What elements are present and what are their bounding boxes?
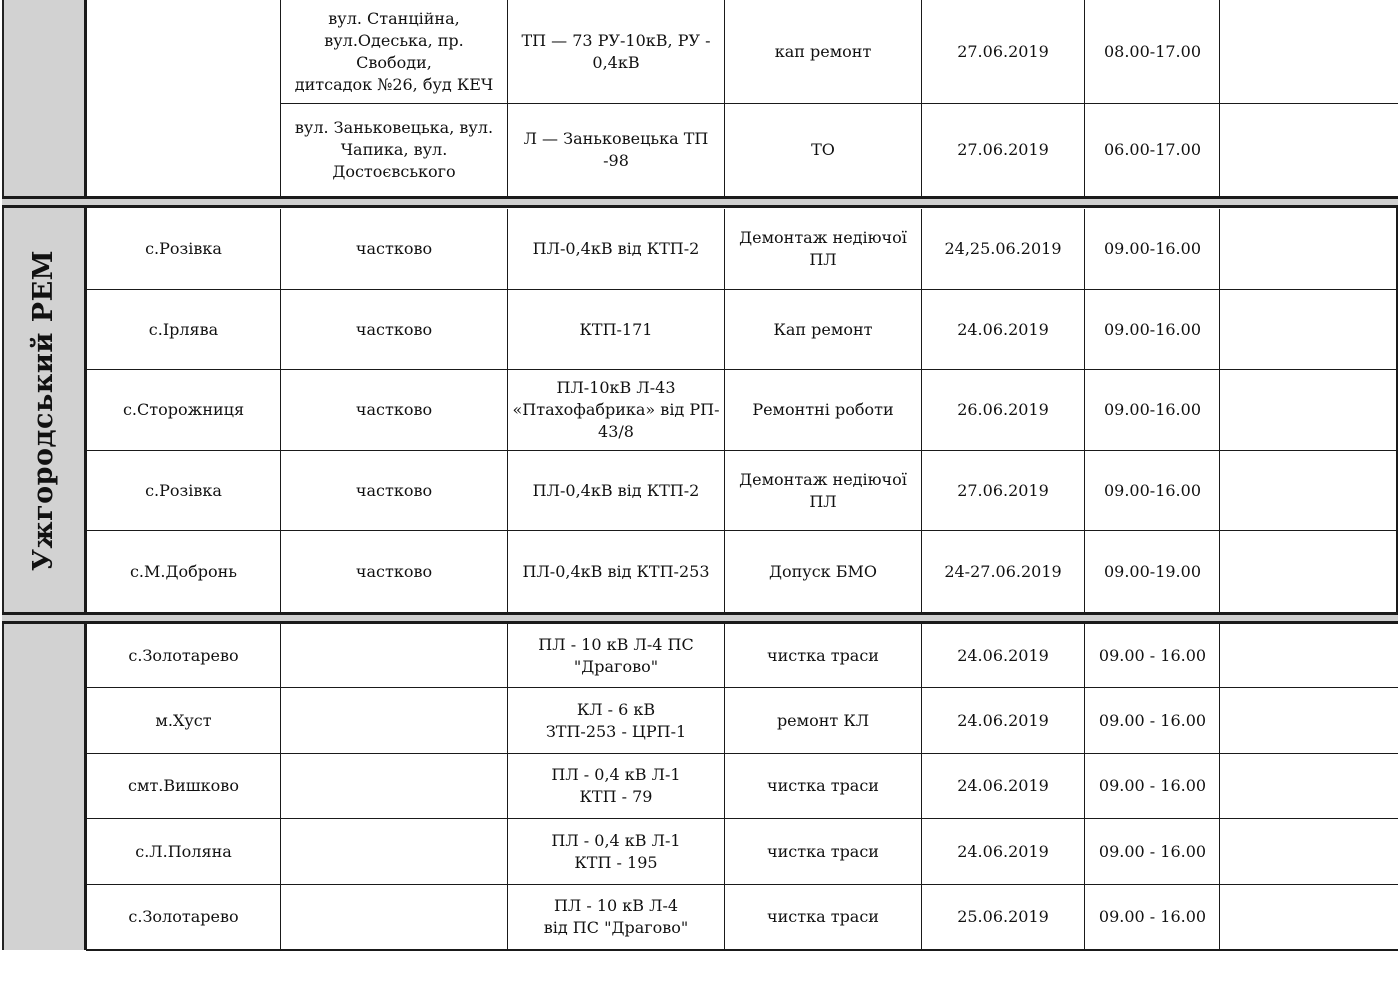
table-row-cell-date [922,104,1084,196]
table-cell-work [725,290,921,371]
work-text: чистка траси [767,645,879,665]
date-text: 24.06.2019 [957,841,1049,861]
time-text: 09.00 - 16.00 [1098,907,1207,927]
streets-text: частково [355,239,433,259]
table-cell-work [725,819,921,884]
col-divider [1084,0,1085,196]
table-row-cell-time [1085,0,1220,103]
table-cell-locality [87,819,280,884]
time-text: 06.00-17.00 [1103,140,1201,159]
work-text: Ремонтні роботи [752,400,894,420]
table-cell-work [725,688,921,753]
table-cell-note [1220,688,1396,753]
table-cell-work [725,531,921,612]
locality-text: с.Розівка [145,239,222,259]
time-text: 09.00 - 16.00 [1098,711,1207,731]
table-cell-date [922,885,1084,950]
col-divider [280,623,281,950]
table-cell-locality [87,451,280,532]
table-row-cell-date [922,0,1084,103]
table-cell-work [725,754,921,819]
col-divider [921,623,922,950]
table-cell-time [1085,623,1220,688]
time-text: 09.00-19.00 [1103,561,1201,581]
table-cell-locality [87,370,280,451]
row-divider [86,753,1398,754]
table-cell-object [508,451,724,532]
time-text: 09.00-16.00 [1103,239,1201,259]
object-text: ПЛ-0,4кВ від КТП-253 [522,561,710,581]
date-text: 24.06.2019 [957,711,1049,731]
table-row-cell-work [725,0,921,103]
table-cell-locality [87,688,280,753]
col-divider [280,209,281,612]
table-cell-date [922,370,1084,451]
table-cell-work [725,451,921,532]
date-text: 27.06.2019 [957,140,1049,159]
table-cell-streets [281,754,507,819]
col-divider [507,623,508,950]
row-divider [86,884,1398,885]
date-text: 26.06.2019 [957,400,1049,420]
table-row-cell-work [725,104,921,196]
left-border-bottom [2,624,4,950]
table-cell-streets [281,819,507,884]
table-cell-object [508,370,724,451]
table-cell-object [508,819,724,884]
district-border-top [84,0,87,196]
table-cell-date [922,209,1084,290]
table-cell-object [508,885,724,950]
object-text: ПЛ - 0,4 кВ Л-1 КТП - 79 [551,765,681,807]
table-cell-streets [281,885,507,950]
district-label [4,208,84,612]
date-text: 24.06.2019 [957,776,1049,796]
row-divider [86,289,1398,290]
col-divider [724,209,725,612]
table-cell-locality [87,754,280,819]
table-cell-object [508,754,724,819]
table-cell-time [1085,290,1220,371]
date-text: 24.06.2019 [957,645,1049,665]
table-row-cell-streets [281,104,507,196]
col-divider [1219,209,1220,612]
locality-text: м.Хуст [155,711,212,731]
table-cell-streets [281,290,507,371]
table-cell-note [1220,209,1396,290]
table-cell-work [725,885,921,950]
object-text: ПЛ-0,4кВ від КТП-2 [532,239,700,259]
table-cell-note [1220,370,1396,451]
locality-text: с.Золотарево [128,645,239,665]
locality-text: смт.Вишково [128,776,239,796]
table-cell-object [508,531,724,612]
col-divider [921,0,922,196]
locality-text: с.Розівка [145,481,222,501]
streets-text: вул. Заньковецька, вул. Чапика, вул. Достоєвського [294,118,494,181]
table-cell-time [1085,370,1220,451]
streets-text: частково [355,319,433,339]
right-border [1396,208,1398,612]
table-cell-time [1085,819,1220,884]
col-divider [1219,0,1220,196]
work-text: чистка траси [767,776,879,796]
left-border-top [2,0,4,196]
streets-text: частково [355,481,433,501]
date-text: 27.06.2019 [957,41,1049,61]
table-cell-date [922,451,1084,532]
work-text: Демонтаж недіючої ПЛ [739,470,907,512]
object-text: Л — Заньковецька ТП -98 [523,129,709,170]
date-text: 25.06.2019 [957,907,1049,927]
work-text: Допуск БМО [768,561,878,581]
table-cell-note [1220,531,1396,612]
table-cell-work [725,623,921,688]
table-cell-locality [87,623,280,688]
table-cell-object [508,209,724,290]
time-text: 09.00 - 16.00 [1098,841,1207,861]
district-column-bottom [4,624,84,950]
table-row-cell-streets [281,0,507,103]
object-text: КЛ - 6 кВ ЗТП-253 - ЦРП-1 [545,700,687,742]
date-text: 24,25.06.2019 [944,239,1062,259]
table-cell-streets [281,370,507,451]
time-text: 09.00 - 16.00 [1098,776,1207,796]
row-divider [86,687,1398,688]
col-divider [724,623,725,950]
table-cell-work [725,370,921,451]
table-cell-streets [281,451,507,532]
work-text: ремонт КЛ [776,711,870,731]
row-divider [86,369,1398,370]
date-text: 24-27.06.2019 [944,561,1062,581]
table-cell-locality [87,209,280,290]
table-cell-streets [281,209,507,290]
date-text: 27.06.2019 [957,481,1049,501]
work-text: Кап ремонт [773,319,873,339]
table-cell-note [1220,451,1396,532]
object-text: ПЛ-10кВ Л-43 «Птахофабрика» від РП- 43/8 [512,378,720,442]
object-text: ПЛ-0,4кВ від КТП-2 [532,481,700,501]
col-divider [1084,209,1085,612]
table-cell-object [508,623,724,688]
table-cell-time [1085,885,1220,950]
col-divider [507,0,508,196]
table-cell-locality [87,531,280,612]
col-divider [507,209,508,612]
table-cell-locality [87,290,280,371]
table-cell-time [1085,531,1220,612]
time-text: 09.00-16.00 [1103,319,1201,339]
col-divider [280,0,281,196]
district-column-top [4,0,84,196]
row-divider [280,103,1398,104]
table-row-cell-object [508,104,724,196]
time-text: 09.00-16.00 [1103,481,1201,501]
locality-text: с.Ірлява [148,319,219,339]
table-cell-locality [87,885,280,950]
group-separator [2,196,1398,208]
locality-text: с.Л.Поляна [135,841,232,861]
work-text: кап ремонт [774,41,872,61]
object-text: ПЛ - 0,4 кВ Л-1 КТП - 195 [551,830,681,872]
col-divider [724,0,725,196]
table-cell-time [1085,209,1220,290]
table-cell-note [1220,754,1396,819]
table-cell-time [1085,688,1220,753]
table-cell-note [1220,290,1396,371]
table-cell-date [922,819,1084,884]
work-text: ТО [811,140,835,159]
table-cell-date [922,623,1084,688]
table-cell-streets [281,531,507,612]
streets-text: частково [355,400,433,420]
table-cell-date [922,754,1084,819]
table-row-cell-time [1085,104,1220,196]
table-cell-date [922,290,1084,371]
row-divider [86,530,1398,531]
table-cell-note [1220,623,1396,688]
object-text: ПЛ - 10 кВ Л-4 від ПС "Драгово" [543,896,689,938]
table-row-cell-object [508,0,724,103]
streets-text: вул. Станційна, вул.Одеська, пр. Свободи, дитсадок №26, буд КЕЧ [294,8,494,94]
district-title: Ужгородський РЕМ [28,249,60,571]
table-cell-note [1220,885,1396,950]
col-divider [1084,623,1085,950]
row-divider [86,818,1398,819]
date-text: 24.06.2019 [957,319,1049,339]
locality-text: с.Сторожниця [122,400,245,420]
table-cell-object [508,290,724,371]
object-text: ПЛ - 10 кВ Л-4 ПС "Драгово" [538,634,694,676]
table-cell-date [922,531,1084,612]
time-text: 09.00-16.00 [1103,400,1201,420]
col-divider [1219,623,1220,950]
work-text: чистка траси [767,907,879,927]
table-cell-streets [281,623,507,688]
table-cell-time [1085,754,1220,819]
locality-text: с.Золотарево [128,907,239,927]
table-cell-work [725,209,921,290]
work-text: Демонтаж недіючої ПЛ [739,228,907,270]
table-cell-time [1085,451,1220,532]
object-text: ТП — 73 РУ-10кВ, РУ - 0,4кВ [521,30,711,72]
col-divider [921,209,922,612]
locality-text: с.М.Добронь [129,561,238,581]
table-cell-note [1220,819,1396,884]
table-cell-object [508,688,724,753]
row-divider [86,450,1398,451]
streets-text: частково [355,561,433,581]
table-cell-date [922,688,1084,753]
object-text: КТП-171 [579,319,653,339]
time-text: 08.00-17.00 [1103,41,1201,61]
time-text: 09.00 - 16.00 [1098,645,1207,665]
table-cell-streets [281,688,507,753]
work-text: чистка траси [767,841,879,861]
